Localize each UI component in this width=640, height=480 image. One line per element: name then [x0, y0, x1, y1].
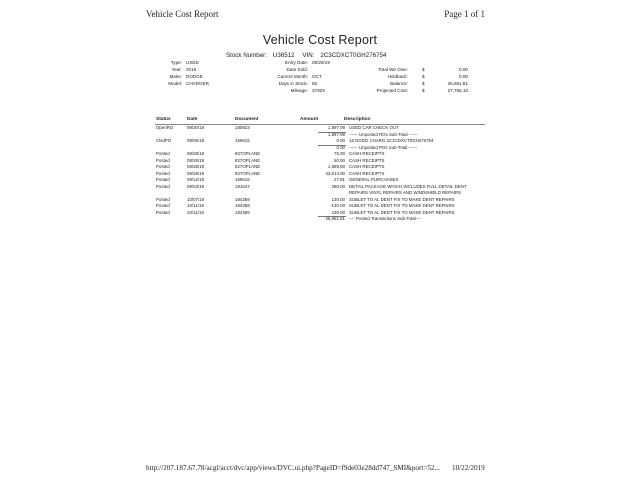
info-label: Current Month: — [277, 74, 308, 79]
cell-amount: 280.00 — [331, 183, 345, 189]
cell-amount: 23,614.00 — [325, 170, 345, 176]
vin-value: 2C3CDXCT0GH276754 — [320, 52, 387, 59]
cell-amount: 50.00 — [334, 157, 345, 163]
print-header-title: Vehicle Cost Report — [146, 9, 219, 19]
stock-label: Stock Number: — [226, 52, 267, 59]
currency: $ — [422, 67, 425, 72]
cell-date: 09/12/19 — [187, 177, 205, 182]
info-value: 0.00 — [459, 67, 468, 72]
cell-description: ------ Unposted ROs Sub-Total ------ — [349, 131, 418, 137]
cell-description: SUBLET TO AL DENT FIX TO MAKE DENT REPAIRS — [349, 196, 455, 202]
info-label: Balance: — [390, 81, 408, 86]
stock-vin-line — [226, 52, 392, 59]
cell-description: SUBLET TO AL DENT FIX TO MAKE DENT REPAIRS — [349, 209, 455, 215]
cell-status: Posted — [156, 164, 170, 169]
cell-date: 08/28/19 — [187, 170, 205, 176]
cell-description: ---- Posted Transactions Sub-Total---- — [349, 216, 422, 221]
cell-amount: 1,685.00 — [327, 164, 345, 169]
cell-document: 827OPLANE — [235, 157, 261, 163]
currency: $ — [422, 81, 425, 86]
info-label: Days in Stock: — [278, 81, 308, 86]
print-footer — [146, 464, 485, 472]
cell-description: ------ Unposted POs Sub-Total ------ — [349, 144, 418, 150]
info-value: DODGE — [186, 74, 203, 79]
info-value: OCT — [312, 74, 322, 79]
cell-document: 181547 — [235, 183, 250, 189]
cell-document: 827OPLANE — [235, 164, 261, 169]
cell-date: 08/28/19 — [187, 164, 205, 169]
currency: $ — [422, 88, 425, 93]
cell-document: 180923 — [235, 125, 250, 130]
info-value: 0.00 — [459, 74, 468, 79]
info-label: Total We Owe: — [378, 67, 408, 72]
cell-status: ClsdPO — [156, 138, 172, 143]
cell-document: 827OPLANE — [235, 170, 261, 176]
cell-document: 184359 — [235, 196, 250, 202]
cell-description: CASH RECEIPTS — [349, 157, 385, 163]
cell-description: CASH RECEIPTS — [349, 151, 385, 156]
cell-date: 09/20/19 — [187, 125, 205, 130]
cell-amount: 1,897.09 — [327, 125, 345, 130]
info-row — [262, 59, 330, 66]
footer-date: 10/22/2019 — [452, 464, 485, 472]
print-header-page: Page 1 of 1 — [444, 9, 485, 19]
info-row — [160, 59, 209, 66]
totals-info — [362, 66, 468, 94]
cell-document: 169615 — [235, 177, 250, 182]
cell-status: Posted — [156, 170, 170, 176]
info-label: Make: — [169, 74, 182, 79]
cell-document: 827OPLANE — [235, 151, 261, 156]
cell-date: 10/11/19 — [187, 209, 204, 215]
cell-status: Posted — [156, 203, 170, 208]
cell-description: DETAIL PACKAGE WHICH INCLUDES FULL DETAIL DENT — [349, 183, 467, 189]
info-value: 25,861.81 — [447, 81, 468, 86]
cell-amount: 1,897.09 — [327, 131, 345, 137]
cell-description: REPAIRS VINYL REPAIRS AND WINDSHIELD REPAIRS — [349, 190, 462, 195]
info-row — [262, 80, 330, 87]
cell-date: 08/28/19 — [187, 157, 205, 163]
cell-amount: -130.00 — [330, 203, 345, 208]
transactions-table — [0, 125, 640, 223]
info-value: 08/28/19 — [312, 60, 330, 65]
cell-date: 09/06/19 — [187, 138, 205, 143]
info-row — [160, 73, 209, 80]
vehicle-info — [160, 59, 209, 87]
cell-document: 184359 — [235, 209, 250, 215]
info-row — [262, 73, 330, 80]
cell-amount: 75.00 — [334, 151, 345, 156]
cell-description: 16 DODG CHARG 2C3CDXCT0GH276754 — [349, 138, 434, 143]
report-title: Vehicle Cost Report — [262, 33, 378, 47]
info-row — [160, 80, 209, 87]
info-value: USED — [186, 60, 199, 65]
subtotal-row — [0, 216, 640, 223]
info-label: Year: — [171, 67, 182, 72]
info-row — [362, 80, 468, 87]
vin-label: VIN: — [302, 52, 315, 59]
cell-date: 10/07/19 — [187, 196, 205, 202]
cell-description: USED CAR CHECK OUT — [349, 125, 399, 130]
info-row — [362, 73, 468, 80]
cell-status: Posted — [156, 209, 170, 215]
info-value: CHARGER — [186, 81, 209, 86]
cell-amount: 25,861.81 — [325, 216, 345, 221]
cell-date: 08/28/19 — [187, 151, 205, 156]
info-label: Entry Date: — [285, 60, 308, 65]
column-header-description: Description — [344, 117, 371, 122]
cell-status: Posted — [156, 196, 170, 202]
cell-amount: 130.00 — [331, 196, 345, 202]
cell-amount: 27.81 — [334, 177, 345, 182]
footer-url: http://207.187.67.78/acgl/acct/dvc/app/views/DVC.ui.php?PageID=f9de03e28dd747_SMI&port=52... — [146, 464, 440, 472]
info-label: Type: — [170, 60, 182, 65]
info-value: 2016 — [186, 67, 197, 72]
cell-amount: 0.00 — [336, 138, 345, 143]
info-row — [362, 87, 468, 94]
info-row — [262, 87, 330, 94]
cell-status: Posted — [156, 183, 170, 189]
cell-status: Posted — [156, 157, 170, 163]
info-label: Mileage: — [290, 88, 308, 93]
cell-status: OpenRO — [156, 125, 174, 130]
info-value: 55 — [312, 81, 318, 86]
column-header-date: Date — [187, 117, 198, 122]
cell-description: SUBLET TO AL DENT FIX TO MAKE DENT REPAIRS — [349, 203, 455, 208]
info-label: Holdback: — [387, 74, 408, 79]
cell-description: GENERAL PURCHASES — [349, 177, 399, 182]
info-row — [160, 66, 209, 73]
cell-description: CASH RECEIPTS — [349, 164, 385, 169]
column-header-amount: Amount — [300, 117, 319, 122]
cell-description: CASH RECEIPTS — [349, 170, 385, 176]
info-label: Date Sold: — [286, 67, 308, 72]
column-header-status: Status — [156, 117, 171, 122]
info-label: Projected Cost: — [376, 88, 408, 93]
cell-amount: 130.00 — [331, 209, 345, 215]
cell-amount: 0.00 — [336, 144, 345, 150]
column-header-document: Document — [235, 117, 259, 122]
cell-date: 10/11/19 — [187, 203, 204, 208]
info-row — [362, 66, 468, 73]
cell-date: 09/23/19 — [187, 183, 205, 189]
stock-number: U36512 — [272, 52, 295, 59]
cell-status: Posted — [156, 177, 170, 182]
info-label: Model: — [168, 81, 182, 86]
cell-document: 169615 — [235, 138, 250, 143]
info-row — [262, 66, 330, 73]
cell-status: Posted — [156, 151, 170, 156]
info-value: 27,758.10 — [447, 88, 468, 93]
currency: $ — [422, 74, 425, 79]
dates-info — [262, 59, 330, 94]
cell-document: 184359 — [235, 203, 250, 208]
info-value: 37929 — [312, 88, 325, 93]
